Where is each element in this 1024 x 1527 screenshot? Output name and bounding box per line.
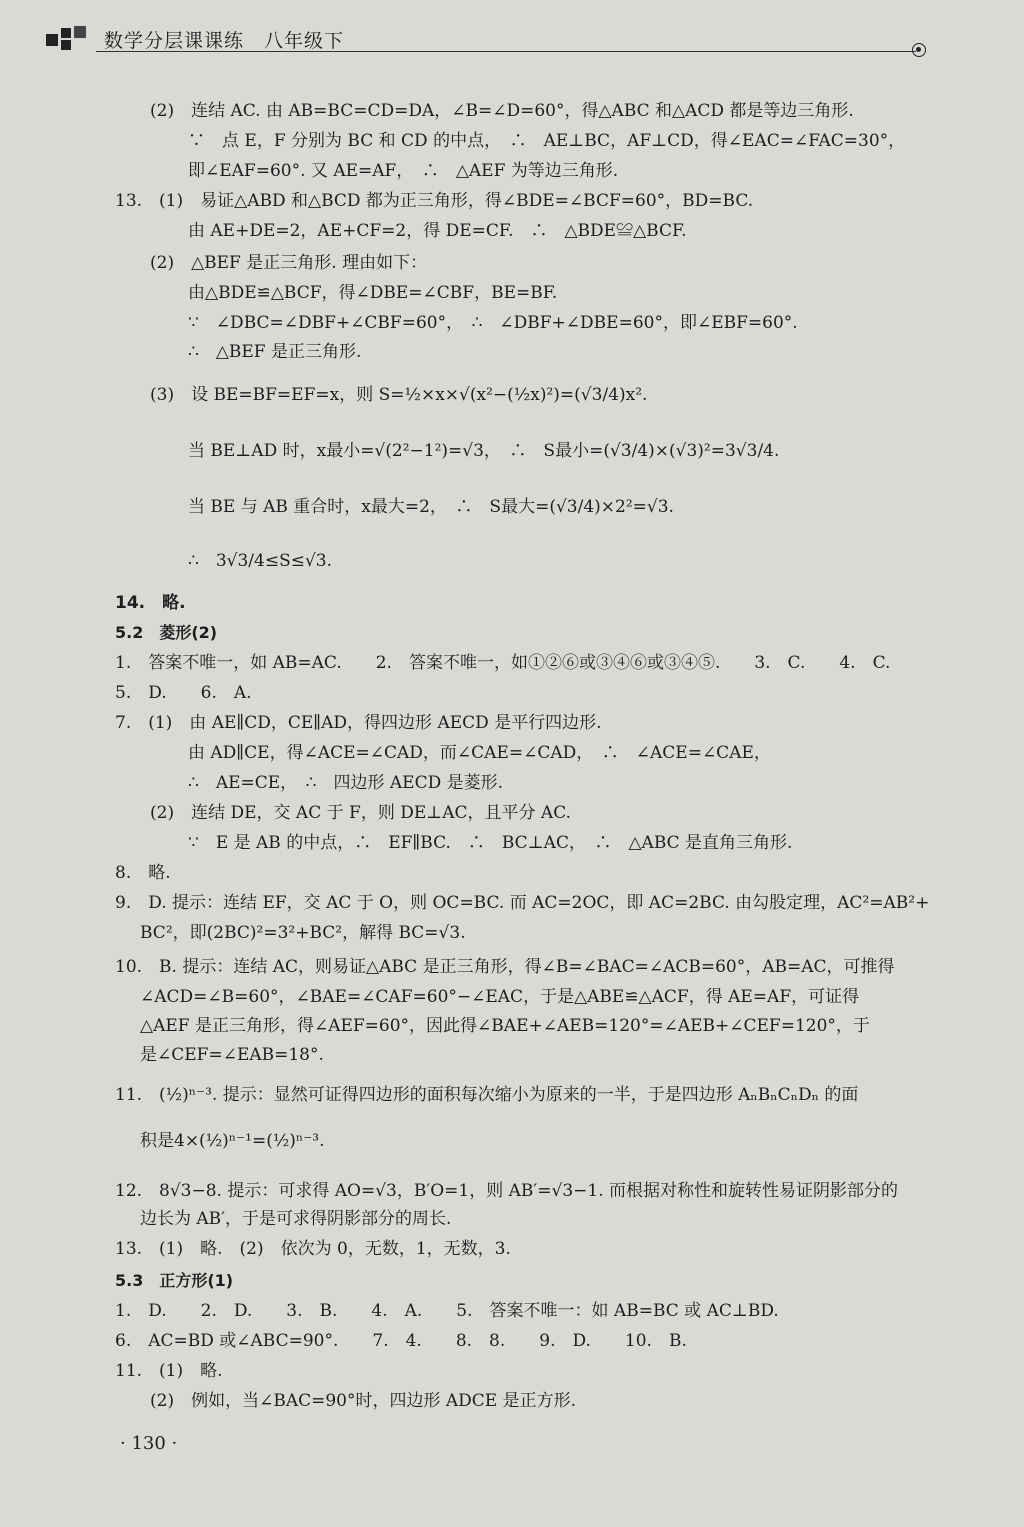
- text-line: ∵ E 是 AB 的中点，∴ EF∥BC. ∴ BC⊥AC， ∴ △ABC 是直角三角形.: [188, 833, 793, 853]
- text-line: ∴ △BEF 是正三角形.: [188, 342, 362, 362]
- text-line: 10. B. 提示：连结 AC，则易证△ABC 是正三角形，得∠B=∠BAC=∠ACB=60°，AB=AC，可推得: [115, 957, 895, 977]
- text-line: 12. 8√3−8. 提示：可求得 AO=√3，B′O=1，则 AB′=√3−1. 而根据对称性和旋转性易证阴影部分的: [115, 1181, 899, 1201]
- section-heading: 5.3 正方形(1): [115, 1271, 234, 1290]
- text-line: 当 BE⊥AD 时，x最小=√(2²−1²)=√3， ∴ S最小=(√3/4)×(√3)²=3√3/4.: [188, 441, 780, 461]
- text-line: ∵ 点 E，F 分别为 BC 和 CD 的中点， ∴ AE⊥BC，AF⊥CD，得∠EAC=∠FAC=30°，: [188, 131, 906, 151]
- text-line: 由 AD∥CE，得∠ACE=∠CAD，而∠CAE=∠CAD， ∴ ∠ACE=∠CAE，: [188, 743, 771, 763]
- text-line: 6. AC=BD 或∠ABC=90°. 7. 4. 8. 8. 9. D. 10. B.: [115, 1331, 687, 1351]
- text-line: 13. (1) 略. (2) 依次为 0，无数，1，无数，3.: [115, 1239, 511, 1259]
- text-line: 9. D. 提示：连结 EF，交 AC 于 O，则 OC=BC. 而 AC=2OC，即 AC=2BC. 由勾股定理，AC²=AB²+: [115, 893, 930, 913]
- text-line: 14. 略.: [115, 593, 186, 613]
- text-line: (2) 连结 AC. 由 AB=BC=CD=DA，∠B=∠D=60°，得△ABC 和△ACD 都是等边三角形.: [150, 101, 854, 121]
- text-line: ∴ 3√3/4≤S≤√3.: [188, 551, 333, 571]
- text-line: ∠ACD=∠B=60°，∠BAE=∠CAF=60°−∠EAC，于是△ABE≌△ACF，得 AE=AF，可证得: [140, 987, 860, 1007]
- text-line: 11. (1) 略.: [115, 1361, 223, 1381]
- text-line: (2) 例如，当∠BAC=90°时，四边形 ADCE 是正方形.: [150, 1391, 577, 1411]
- text-line: 8. 略.: [115, 863, 171, 883]
- text-line: 1. D. 2. D. 3. B. 4. A. 5. 答案不唯一：如 AB=BC 或 AC⊥BD.: [115, 1301, 779, 1321]
- text-line: BC²，即(2BC)²=3²+BC²，解得 BC=√3.: [140, 923, 466, 943]
- text-line: 7. (1) 由 AE∥CD，CE∥AD，得四边形 AECD 是平行四边形.: [115, 713, 602, 733]
- text-line: 5. D. 6. A.: [115, 683, 252, 703]
- target-icon: [912, 43, 926, 57]
- text-line: (2) 连结 DE，交 AC 于 F，则 DE⊥AC，且平分 AC.: [150, 803, 572, 823]
- text-line: 边长为 AB′，于是可求得阴影部分的周长.: [140, 1209, 452, 1229]
- text-line: 是∠CEF=∠EAB=18°.: [140, 1045, 324, 1065]
- header-rule: [96, 51, 916, 52]
- text-line: 当 BE 与 AB 重合时，x最大=2， ∴ S最大=(√3/4)×2²=√3.: [188, 497, 674, 517]
- text-line: 积是4×(½)ⁿ⁻¹=(½)ⁿ⁻³.: [140, 1131, 325, 1151]
- text-line: (2) △BEF 是正三角形. 理由如下：: [150, 253, 428, 273]
- text-line: 1. 答案不唯一，如 AB=AC. 2. 答案不唯一，如①②⑥或③④⑥或③④⑤. 3. C. 4. C.: [115, 653, 891, 673]
- book-logo-icon: [46, 26, 90, 52]
- text-line: 11. (½)ⁿ⁻³. 提示：显然可证得四边形的面积每次缩小为原来的一半，于是四边形 AₙBₙCₙDₙ 的面: [115, 1085, 859, 1105]
- text-line: 13. (1) 易证△ABD 和△BCD 都为正三角形，得∠BDE=∠BCF=60°，BD=BC.: [115, 191, 754, 211]
- text-line: ∴ AE=CE， ∴ 四边形 AECD 是菱形.: [188, 773, 504, 793]
- section-heading: 5.2 菱形(2): [115, 623, 218, 642]
- text-line: (3) 设 BE=BF=EF=x，则 S=½×x×√(x²−(½x)²)=(√3/4)x².: [150, 385, 648, 405]
- page-number: · 130 ·: [120, 1433, 178, 1454]
- text-line: 由△BDE≌△BCF，得∠DBE=∠CBF，BE=BF.: [188, 283, 558, 303]
- text-line: 即∠EAF=60°. 又 AE=AF， ∴ △AEF 为等边三角形.: [188, 161, 619, 181]
- text-line: ∵ ∠DBC=∠DBF+∠CBF=60°， ∴ ∠DBF+∠DBE=60°，即∠EBF=60°.: [188, 313, 798, 333]
- text-line: 由 AE+DE=2，AE+CF=2，得 DE=CF. ∴ △BDE≌△BCF.: [188, 221, 687, 241]
- header-title: 数学分层课课练 八年级下: [104, 30, 345, 52]
- text-line: △AEF 是正三角形，得∠AEF=60°，因此得∠BAE+∠AEB=120°=∠AEB+∠CEF=120°，于: [140, 1016, 870, 1036]
